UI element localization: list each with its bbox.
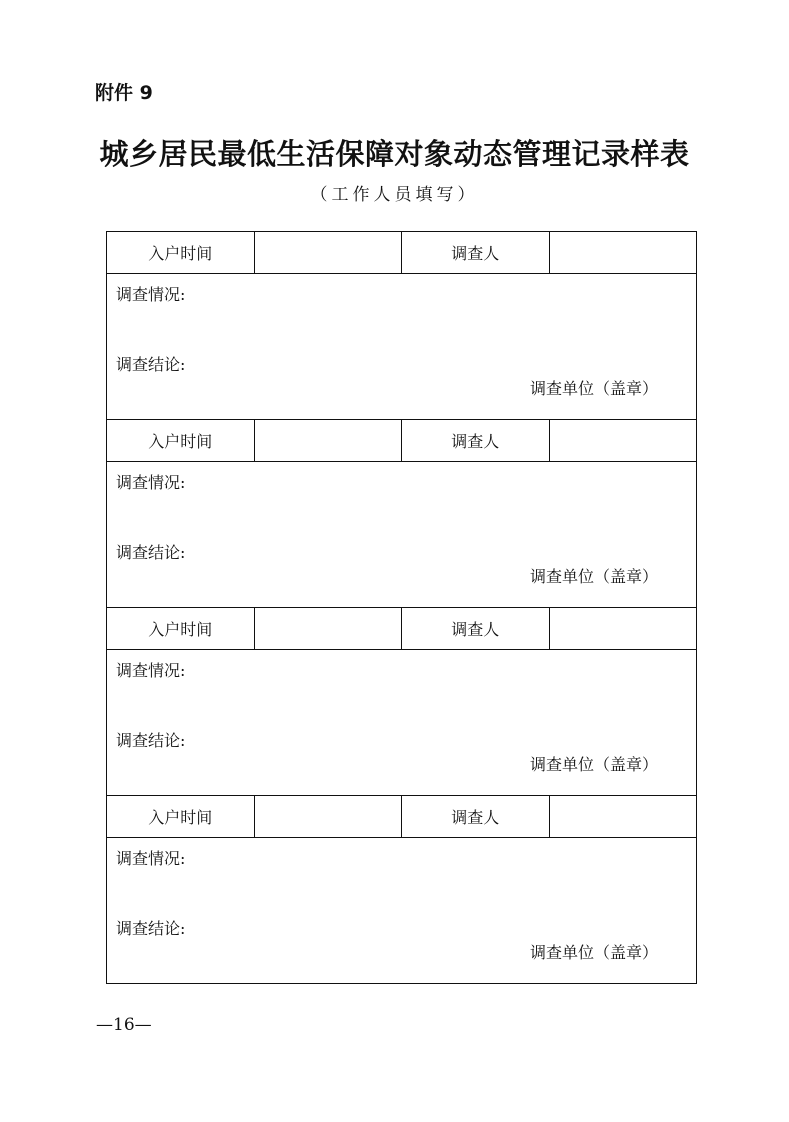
record-body — [107, 462, 696, 607]
investigator-label: 调查人 — [402, 420, 550, 461]
unit-stamp-label: 调查单位（盖章） — [529, 567, 658, 586]
record-block-3 — [107, 608, 696, 796]
visit-time-field[interactable] — [255, 232, 403, 273]
record-header-row — [107, 420, 696, 462]
record-block-2 — [107, 420, 696, 608]
visit-time-label: 入户时间 — [107, 608, 255, 649]
visit-time-label: 入户时间 — [107, 796, 255, 837]
situation-label: 调查情况: — [116, 849, 186, 868]
conclusion-label: 调查结论: — [116, 731, 186, 750]
situation-label: 调查情况: — [116, 285, 186, 304]
page-subtitle: （工作人员填写） — [310, 185, 479, 205]
conclusion-label: 调查结论: — [116, 355, 186, 374]
visit-time-field[interactable] — [255, 420, 403, 461]
visit-time-label: 入户时间 — [107, 420, 255, 461]
investigator-field[interactable] — [550, 608, 697, 649]
record-form — [106, 231, 697, 984]
unit-stamp-label: 调查单位（盖章） — [529, 379, 658, 398]
record-block-4 — [107, 796, 696, 984]
record-header-row — [107, 608, 696, 650]
investigator-field[interactable] — [550, 420, 697, 461]
conclusion-label: 调查结论: — [116, 919, 186, 938]
page-number: —16— — [96, 1015, 152, 1035]
unit-stamp-label: 调查单位（盖章） — [529, 943, 658, 962]
investigator-label: 调查人 — [402, 608, 550, 649]
visit-time-field[interactable] — [255, 608, 403, 649]
record-body — [107, 650, 696, 795]
situation-label: 调查情况: — [116, 661, 186, 680]
page-title: 城乡居民最低生活保障对象动态管理记录样表 — [99, 137, 690, 171]
record-block-1 — [107, 232, 696, 420]
record-header-row — [107, 796, 696, 838]
annex-label: 附件 9 — [95, 82, 153, 104]
conclusion-label: 调查结论: — [116, 543, 186, 562]
record-body — [107, 274, 696, 419]
investigator-label: 调查人 — [402, 232, 550, 273]
investigator-field[interactable] — [550, 796, 697, 837]
investigator-field[interactable] — [550, 232, 697, 273]
record-header-row — [107, 232, 696, 274]
visit-time-label: 入户时间 — [107, 232, 255, 273]
investigator-label: 调查人 — [402, 796, 550, 837]
record-body — [107, 838, 696, 983]
visit-time-field[interactable] — [255, 796, 403, 837]
situation-label: 调查情况: — [116, 473, 186, 492]
unit-stamp-label: 调查单位（盖章） — [529, 755, 658, 774]
